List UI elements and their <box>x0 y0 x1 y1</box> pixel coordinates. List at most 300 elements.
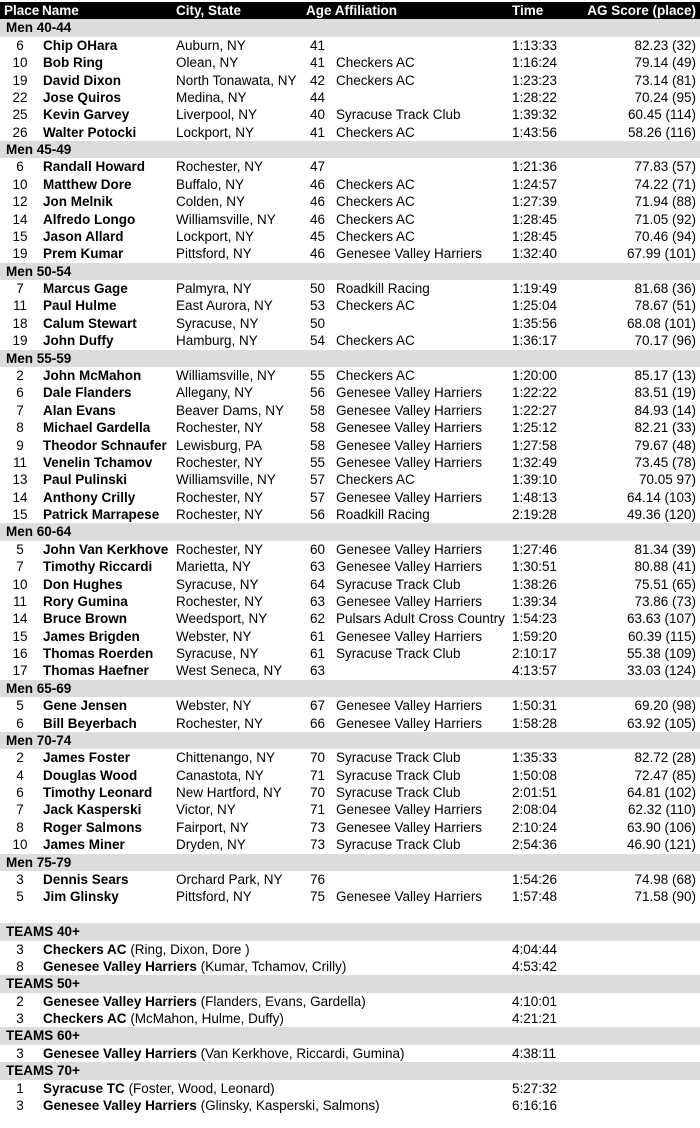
ag-score-cell: 63.90 (106) <box>626 819 696 835</box>
city-state: Rochester, NY <box>176 541 264 557</box>
team-time-cell: 4:21:21 <box>512 1011 558 1027</box>
ag-score-cell: 75.51 (65) <box>634 576 696 592</box>
city-state: Chittenango, NY <box>176 750 276 766</box>
place-cell: 4 <box>16 767 24 783</box>
column-header-score: AG Score (place) <box>587 3 696 18</box>
runner-name: Calum Stewart <box>43 315 137 331</box>
team-group-label: TEAMS 60+ <box>6 1028 80 1044</box>
runner-name: James Foster <box>43 750 131 766</box>
runner-name: Randall Howard <box>43 159 146 175</box>
runner-name: Bruce Brown <box>43 611 128 627</box>
table-row <box>0 871 700 888</box>
affiliation-cell: Genesee Valley Harriers <box>336 385 483 401</box>
affiliation-cell: Pulsars Adult Cross Country <box>336 611 505 627</box>
ag-score-cell: 49.36 (120) <box>626 507 696 523</box>
table-row <box>0 784 700 801</box>
team-name: Genesee Valley Harriers <box>43 1097 197 1113</box>
table-row <box>0 437 700 454</box>
city-state: Medina, NY <box>176 89 247 105</box>
runner-name: Roger Salmons <box>43 819 143 835</box>
city-state: Hamburg, NY <box>176 333 258 349</box>
place-cell: 11 <box>12 298 27 314</box>
team-row <box>0 1097 700 1114</box>
place-cell: 26 <box>12 124 28 140</box>
time-cell: 1:27:46 <box>512 541 558 557</box>
time-cell: 1:59:20 <box>512 628 558 644</box>
place-cell: 22 <box>12 89 28 105</box>
affiliation-cell: Checkers AC <box>336 367 415 383</box>
age-cell: 40 <box>310 107 326 123</box>
runner-name: Michael Gardella <box>43 420 151 436</box>
city-state: Pittsford, NY <box>176 246 252 262</box>
table-row <box>0 489 700 506</box>
affiliation-cell: Checkers AC <box>336 55 415 71</box>
time-cell: 1:16:24 <box>512 55 558 71</box>
ag-score-cell: 79.14 (49) <box>634 55 696 71</box>
time-cell: 1:54:26 <box>512 872 558 887</box>
runner-name: Walter Potocki <box>43 124 137 140</box>
ag-score-cell: 70.05 97) <box>638 472 696 488</box>
time-cell: 1:32:49 <box>512 454 558 470</box>
table-row <box>0 471 700 488</box>
table-row <box>0 697 700 714</box>
time-cell: 1:22:22 <box>512 385 558 401</box>
column-header-row <box>0 2 700 19</box>
place-cell: 15 <box>12 507 28 523</box>
place-cell: 6 <box>16 159 24 175</box>
column-header-time: Time <box>512 3 544 18</box>
affiliation-cell: Genesee Valley Harriers <box>336 715 483 731</box>
age-cell: 53 <box>310 298 326 314</box>
table-row <box>0 419 700 436</box>
time-cell: 1:48:13 <box>512 489 558 505</box>
age-group-header <box>0 680 700 697</box>
ag-score-cell: 67.99 (101) <box>626 246 696 262</box>
table-row <box>0 541 700 558</box>
city-state: Rochester, NY <box>176 489 264 505</box>
affiliation-cell: Syracuse Track Club <box>336 767 461 783</box>
runner-name: Anthony Crilly <box>43 489 136 505</box>
team-name: Syracuse TC <box>43 1080 125 1096</box>
place-cell: 7 <box>16 402 24 418</box>
place-cell: 6 <box>16 385 24 401</box>
time-cell: 4:13:57 <box>512 663 558 679</box>
team-row <box>0 1045 700 1062</box>
runner-name: Jose Quiros <box>43 89 122 105</box>
runner-name: James Brigden <box>43 628 140 644</box>
city-state: Williamsville, NY <box>176 367 276 383</box>
place-cell: 10 <box>12 55 28 71</box>
affiliation-cell: Genesee Valley Harriers <box>336 889 483 905</box>
ag-score-cell: 55.38 (109) <box>626 646 696 662</box>
runner-name: Dale Flanders <box>43 385 132 401</box>
ag-score-cell: 71.05 (92) <box>634 211 696 227</box>
affiliation-cell: Checkers AC <box>336 72 415 88</box>
team-name: Genesee Valley Harriers <box>43 1045 197 1061</box>
age-cell: 46 <box>310 194 326 210</box>
affiliation-cell: Syracuse Track Club <box>336 107 461 123</box>
time-cell: 1:39:32 <box>512 107 558 123</box>
table-row <box>0 211 700 228</box>
city-state: Webster, NY <box>176 698 252 714</box>
affiliation-cell: Genesee Valley Harriers <box>336 698 483 714</box>
place-cell: 18 <box>12 315 28 331</box>
runner-name: Bill Beyerbach <box>43 715 137 731</box>
ag-score-cell: 63.63 (107) <box>626 611 696 627</box>
ag-score-cell: 78.67 (51) <box>634 298 696 314</box>
team-name: Checkers AC <box>43 941 127 957</box>
team-time-cell: 4:38:11 <box>512 1045 557 1061</box>
runner-name: Jack Kasperski <box>43 802 142 818</box>
affiliation-cell: Genesee Valley Harriers <box>336 454 483 470</box>
team-time-cell: 4:53:42 <box>512 958 558 974</box>
age-cell: 55 <box>310 454 326 470</box>
time-cell: 1:25:04 <box>512 298 558 314</box>
city-state: East Aurora, NY <box>176 298 273 314</box>
age-cell: 63 <box>310 663 326 679</box>
city-state: Beaver Dams, NY <box>176 402 285 418</box>
city-state: Lockport, NY <box>176 228 255 244</box>
age-cell: 50 <box>310 281 326 297</box>
runner-name: Alfredo Longo <box>43 211 136 227</box>
runner-name: Kevin Garvey <box>43 107 130 123</box>
time-cell: 1:20:00 <box>512 367 558 383</box>
city-state: Rochester, NY <box>176 420 264 436</box>
city-state: Weedsport, NY <box>176 611 268 627</box>
team-members: (Flanders, Evans, Gardella) <box>200 993 366 1009</box>
table-row <box>0 715 700 732</box>
time-cell: 1:27:58 <box>512 437 558 453</box>
team-time-cell: 4:10:01 <box>512 993 558 1009</box>
runner-name: Jon Melnik <box>43 194 113 210</box>
time-cell: 2:10:17 <box>512 646 558 662</box>
team-place-cell: 3 <box>16 1045 24 1061</box>
age-cell: 56 <box>310 385 326 401</box>
ag-score-cell: 82.23 (32) <box>634 37 696 53</box>
age-cell: 46 <box>310 176 326 192</box>
place-cell: 11 <box>12 593 27 609</box>
affiliation-cell: Checkers AC <box>336 194 415 210</box>
affiliation-cell: Genesee Valley Harriers <box>336 628 483 644</box>
affiliation-cell: Checkers AC <box>336 211 415 227</box>
age-group-label: Men 60-64 <box>6 524 72 540</box>
table-row <box>0 124 700 141</box>
age-cell: 46 <box>310 246 326 262</box>
age-cell: 57 <box>310 472 326 488</box>
age-cell: 64 <box>310 576 326 592</box>
city-state: Lewisburg, PA <box>176 437 263 453</box>
runner-name: Chip OHara <box>43 37 118 53</box>
table-row <box>0 749 700 766</box>
age-cell: 61 <box>310 628 326 644</box>
runner-name: David Dixon <box>43 72 122 88</box>
ag-score-cell: 85.17 (13) <box>634 367 696 383</box>
affiliation-cell: Roadkill Racing <box>336 281 430 297</box>
ag-score-cell: 64.14 (103) <box>626 489 696 505</box>
age-cell: 58 <box>310 402 326 418</box>
age-cell: 41 <box>310 37 326 53</box>
ag-score-cell: 64.81 (102) <box>626 785 696 801</box>
team-members: (Van Kerkhove, Riccardi, Gumina) <box>200 1045 405 1061</box>
table-row <box>0 593 700 610</box>
place-cell: 9 <box>16 437 24 453</box>
age-cell: 45 <box>310 228 326 244</box>
time-cell: 1:50:08 <box>512 767 558 783</box>
place-cell: 19 <box>12 333 28 349</box>
team-name-cell <box>43 993 366 1010</box>
time-cell: 1:38:26 <box>512 576 558 592</box>
affiliation-cell: Genesee Valley Harriers <box>336 402 483 418</box>
place-cell: 10 <box>12 576 28 592</box>
age-cell: 63 <box>310 593 326 609</box>
team-name-cell <box>43 941 250 958</box>
city-state: Victor, NY <box>176 802 236 818</box>
ag-score-cell: 71.58 (90) <box>634 889 696 905</box>
place-cell: 14 <box>12 611 28 627</box>
runner-name: Theodor Schnaufer <box>43 437 167 453</box>
affiliation-cell: Genesee Valley Harriers <box>336 541 483 557</box>
city-state: Liverpool, NY <box>176 107 258 123</box>
affiliation-cell: Checkers AC <box>336 298 415 314</box>
runner-name: Timothy Leonard <box>43 785 153 801</box>
team-row <box>0 941 700 958</box>
table-row <box>0 89 700 106</box>
place-cell: 15 <box>12 228 28 244</box>
age-cell: 41 <box>310 55 326 71</box>
place-cell: 15 <box>12 628 28 644</box>
team-row <box>0 958 700 975</box>
team-row <box>0 993 700 1010</box>
team-place-cell: 2 <box>16 993 24 1009</box>
table-row <box>0 558 700 575</box>
runner-name: James Miner <box>43 837 125 853</box>
affiliation-cell: Syracuse Track Club <box>336 576 461 592</box>
ag-score-cell: 69.20 (98) <box>634 698 696 714</box>
city-state: Syracuse, NY <box>176 646 259 662</box>
city-state: Rochester, NY <box>176 454 264 470</box>
affiliation-cell: Genesee Valley Harriers <box>336 420 483 436</box>
time-cell: 1:25:12 <box>512 420 558 436</box>
affiliation-cell: Syracuse Track Club <box>336 646 461 662</box>
age-cell: 54 <box>310 333 326 349</box>
team-row <box>0 1010 700 1027</box>
ag-score-cell: 58.26 (116) <box>627 124 696 140</box>
age-cell: 50 <box>310 315 326 331</box>
team-members: (Glinsky, Kasperski, Salmons) <box>200 1097 380 1113</box>
ag-score-cell: 74.98 (68) <box>634 872 696 887</box>
age-cell: 56 <box>310 507 326 523</box>
age-cell: 47 <box>310 159 326 175</box>
place-cell: 6 <box>16 715 24 731</box>
team-group-header <box>0 975 700 992</box>
team-name-cell <box>43 958 346 975</box>
place-cell: 5 <box>16 698 24 714</box>
team-time-cell: 5:27:32 <box>512 1080 558 1096</box>
ag-score-cell: 82.21 (33) <box>634 420 696 436</box>
ag-score-cell: 81.34 (39) <box>634 541 696 557</box>
place-cell: 2 <box>16 367 24 383</box>
age-group-header <box>0 263 700 280</box>
age-group-label: Men 50-54 <box>6 263 72 279</box>
table-row <box>0 454 700 471</box>
table-row <box>0 402 700 419</box>
affiliation-cell: Genesee Valley Harriers <box>336 246 483 262</box>
ag-score-cell: 68.08 (101) <box>626 315 696 331</box>
runner-name: Alan Evans <box>43 402 116 418</box>
table-row <box>0 576 700 593</box>
team-members: (Foster, Wood, Leonard) <box>128 1080 275 1096</box>
time-cell: 2:08:04 <box>512 802 558 818</box>
age-cell: 76 <box>310 872 326 887</box>
city-state: Williamsville, NY <box>176 211 276 227</box>
ag-score-cell: 73.14 (81) <box>634 72 696 88</box>
runner-name: John McMahon <box>43 367 142 383</box>
team-place-cell: 1 <box>16 1080 24 1096</box>
city-state: Fairport, NY <box>176 819 249 835</box>
age-group-label: Men 70-74 <box>6 732 72 748</box>
table-row <box>0 176 700 193</box>
runner-name: Venelin Tchamov <box>43 454 153 470</box>
age-group-label: Men 55-59 <box>6 350 72 366</box>
time-cell: 1:35:56 <box>512 315 558 331</box>
time-cell: 2:19:28 <box>512 507 558 523</box>
city-state: Orchard Park, NY <box>176 872 283 887</box>
affiliation-cell: Checkers AC <box>336 333 415 349</box>
city-state: Auburn, NY <box>176 37 246 53</box>
age-cell: 42 <box>310 72 326 88</box>
table-row <box>0 801 700 818</box>
place-cell: 6 <box>16 37 24 53</box>
team-time-cell: 4:04:44 <box>512 941 558 957</box>
ag-score-cell: 33.03 (124) <box>626 663 696 679</box>
column-header-age-affiliation: Age Affiliation <box>306 3 397 18</box>
ag-score-cell: 84.93 (14) <box>634 402 696 418</box>
age-cell: 70 <box>310 785 326 801</box>
time-cell: 1:24:57 <box>512 176 558 192</box>
team-group-label: TEAMS 70+ <box>6 1063 80 1079</box>
ag-score-cell: 60.39 (115) <box>627 628 696 644</box>
runner-name: Don Hughes <box>43 576 123 592</box>
affiliation-cell: Genesee Valley Harriers <box>336 802 483 818</box>
city-state: Palmyra, NY <box>176 281 252 297</box>
age-cell: 61 <box>310 646 326 662</box>
age-cell: 75 <box>310 889 326 905</box>
age-cell: 55 <box>310 367 326 383</box>
affiliation-cell: Genesee Valley Harriers <box>336 437 483 453</box>
team-place-cell: 3 <box>16 1097 24 1113</box>
runner-name: Rory Gumina <box>43 593 128 609</box>
affiliation-cell: Genesee Valley Harriers <box>336 593 483 609</box>
ag-score-cell: 73.45 (78) <box>634 454 696 470</box>
team-group-header <box>0 1062 700 1079</box>
city-state: Rochester, NY <box>176 159 264 175</box>
place-cell: 14 <box>12 211 28 227</box>
table-row <box>0 228 700 245</box>
team-members: (Kumar, Tchamov, Crilly) <box>200 958 347 974</box>
team-members: (Ring, Dixon, Dore ) <box>130 941 250 957</box>
table-row <box>0 767 700 784</box>
ag-score-cell: 63.92 (105) <box>626 715 696 731</box>
ag-score-cell: 73.86 (73) <box>634 593 696 609</box>
runner-name: Jason Allard <box>43 228 124 244</box>
table-row <box>0 106 700 123</box>
table-row <box>0 280 700 297</box>
place-cell: 12 <box>12 194 28 210</box>
time-cell: 1:22:27 <box>512 402 558 418</box>
team-group-label: TEAMS 50+ <box>6 976 80 992</box>
city-state: New Hartford, NY <box>176 785 282 801</box>
table-row <box>0 662 700 679</box>
table-row <box>0 888 700 905</box>
age-cell: 57 <box>310 489 326 505</box>
ag-score-cell: 77.83 (57) <box>634 159 696 175</box>
team-group-header <box>0 923 700 940</box>
city-state: West Seneca, NY <box>176 663 283 679</box>
time-cell: 1:21:36 <box>512 159 558 175</box>
age-group-header <box>0 732 700 749</box>
place-cell: 5 <box>16 541 24 557</box>
time-cell: 1:36:17 <box>512 333 558 349</box>
runner-name: Matthew Dore <box>43 176 132 192</box>
runner-name: Thomas Roerden <box>43 646 154 662</box>
runner-name: Marcus Gage <box>43 281 128 297</box>
city-state: Canastota, NY <box>176 767 264 783</box>
age-group-label: Men 65-69 <box>6 680 72 696</box>
affiliation-cell: Syracuse Track Club <box>336 837 461 853</box>
table-row <box>0 610 700 627</box>
age-group-header <box>0 854 700 871</box>
runner-name: Douglas Wood <box>43 767 138 783</box>
place-cell: 3 <box>16 872 24 887</box>
age-group-header <box>0 523 700 540</box>
table-row <box>0 819 700 836</box>
table-row <box>0 245 700 262</box>
table-row <box>0 72 700 89</box>
affiliation-cell: Syracuse Track Club <box>336 785 461 801</box>
time-cell: 1:58:28 <box>512 715 558 731</box>
place-cell: 7 <box>16 281 24 297</box>
place-cell: 7 <box>16 559 24 575</box>
column-header-city: City, State <box>176 3 242 18</box>
runner-name: Paul Pulinski <box>43 472 128 488</box>
time-cell: 2:01:51 <box>512 785 558 801</box>
time-cell: 1:43:56 <box>512 124 558 140</box>
runner-name: John Van Kerkhove <box>43 541 169 557</box>
table-row <box>0 367 700 384</box>
time-cell: 1:50:31 <box>512 698 558 714</box>
age-group-header <box>0 350 700 367</box>
table-row <box>0 384 700 401</box>
age-group-label: Men 75-79 <box>6 854 72 870</box>
ag-score-cell: 70.17 (96) <box>634 333 696 349</box>
table-row <box>0 836 700 853</box>
age-cell: 46 <box>310 211 326 227</box>
city-state: Webster, NY <box>176 628 252 644</box>
runner-name: Dennis Sears <box>43 872 129 887</box>
ag-score-cell: 71.94 (88) <box>634 194 696 210</box>
age-cell: 66 <box>310 715 326 731</box>
affiliation-cell: Genesee Valley Harriers <box>336 559 483 575</box>
team-group-label: TEAMS 40+ <box>6 924 80 940</box>
place-cell: 8 <box>16 819 24 835</box>
team-name-cell <box>43 1045 404 1062</box>
age-cell: 58 <box>310 420 326 436</box>
table-row <box>0 37 700 54</box>
age-group-label: Men 45-49 <box>6 142 72 158</box>
age-group-label: Men 40-44 <box>6 20 72 36</box>
team-name-cell <box>43 1097 380 1114</box>
team-name-cell <box>43 1010 284 1027</box>
